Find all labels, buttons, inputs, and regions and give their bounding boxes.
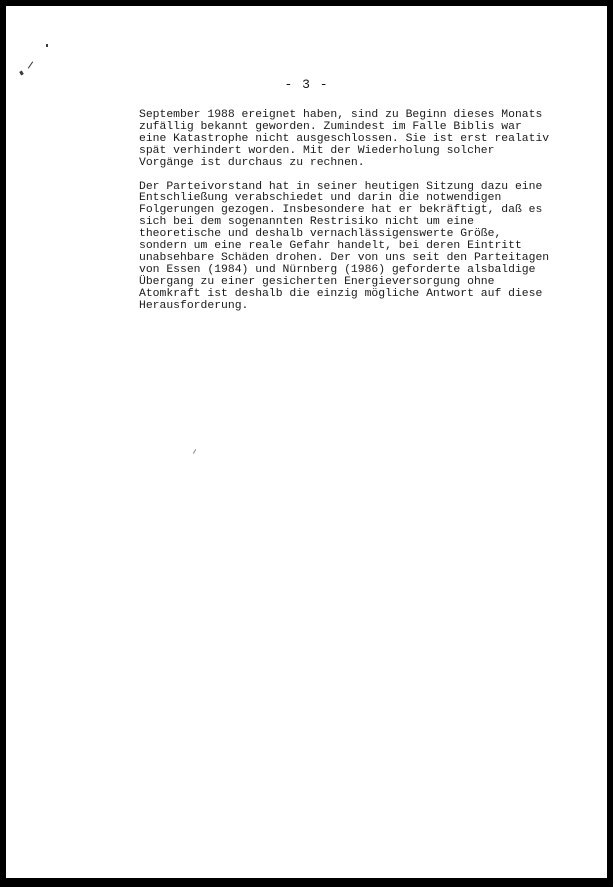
page-number: - 3 - bbox=[284, 77, 329, 92]
paragraph-1 bbox=[139, 110, 599, 170]
paragraph-2 bbox=[139, 182, 599, 313]
document-page bbox=[6, 6, 607, 878]
scan-speck bbox=[193, 449, 196, 454]
text-line: zufällig bekannt geworden. Zumindest im Falle Biblis war bbox=[139, 120, 522, 133]
text-line: September 1988 ereignet haben, sind zu Beginn dieses Monats bbox=[139, 109, 543, 121]
text-line: von Essen (1984) und Nürnberg (1986) geforderte alsbaldige bbox=[139, 263, 536, 276]
text-line: eine Katastrophe nicht ausgeschlossen. Sie ist erst realativ bbox=[139, 132, 550, 145]
text-line: sondern um eine reale Gefahr handelt, bei deren Eintritt bbox=[139, 240, 522, 253]
text-line: Folgerungen gezogen. Insbesondere hat er bekräftigt, daß es bbox=[139, 204, 543, 217]
text-line: spät verhindert worden. Mit der Wiederholung solcher bbox=[139, 144, 495, 157]
scan-speck bbox=[19, 71, 24, 76]
text-line: Vorgänge ist durchaus zu rechnen. bbox=[139, 156, 365, 169]
text-line: Entschließung verabschiedet und darin die notwendigen bbox=[139, 192, 502, 205]
scan-speck bbox=[28, 61, 33, 68]
text-line: Atomkraft ist deshalb die einzig mögliche Antwort auf diese bbox=[139, 287, 543, 300]
text-line: Herausforderung. bbox=[139, 299, 249, 312]
text-line: unabsehbare Schäden drohen. Der von uns seit den Parteitagen bbox=[139, 251, 550, 264]
text-line: Der Parteivorstand hat in seiner heutigen Sitzung dazu eine bbox=[139, 180, 543, 193]
scan-speck bbox=[46, 44, 48, 47]
text-line: theoretische und deshalb vernachlässigenswerte Größe, bbox=[139, 228, 502, 241]
document-body bbox=[139, 110, 599, 325]
text-line: sich bei dem sogenannten Restrisiko nicht um eine bbox=[139, 216, 474, 229]
text-line: Übergang zu einer gesicherten Energieversorgung ohne bbox=[139, 275, 495, 288]
